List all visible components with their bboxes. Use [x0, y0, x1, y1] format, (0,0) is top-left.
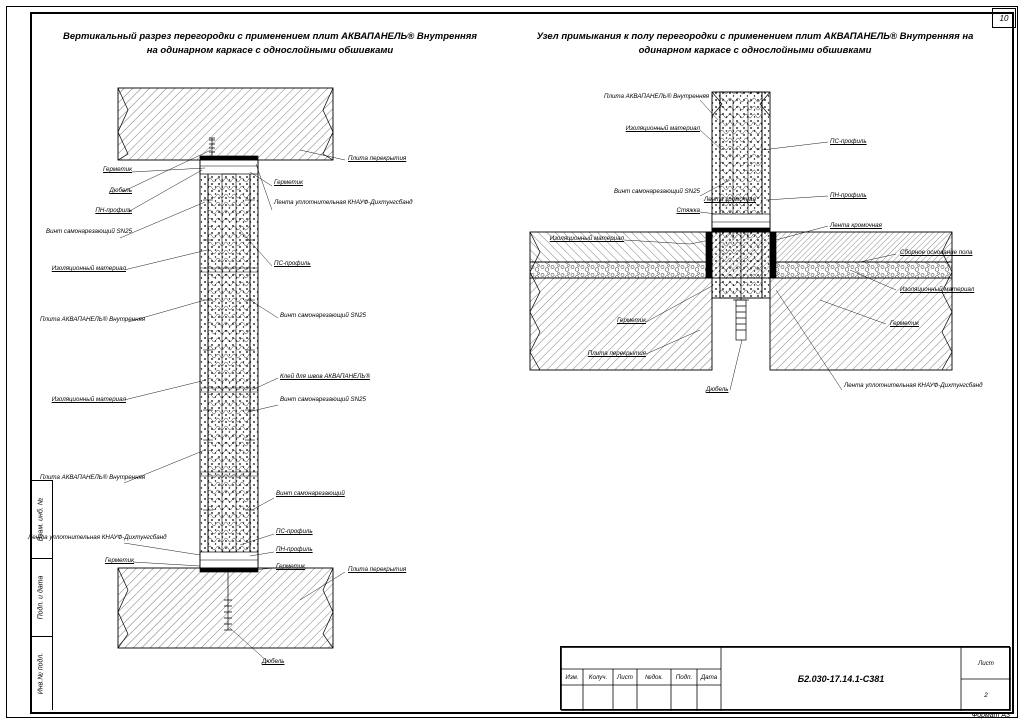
label-insulation-right-right-draw: Изоляционный материал [900, 286, 975, 293]
label-insulation-left-right-draw: Изоляционный материал [549, 235, 624, 242]
label-screed: Стяжка [676, 207, 700, 214]
title-block [560, 646, 1010, 710]
label-pn-profile-2: ПН-профиль [276, 546, 313, 553]
strip-label-0: Взам. инб. № [37, 497, 45, 542]
label-dubel-bottom: Дюбель [262, 658, 285, 665]
label-screw-sn25-right: Винт самонарезающий SN25 [614, 188, 700, 195]
label-germetik-right-right-draw: Герметик [890, 320, 920, 327]
label-floor-slab-bottom: Плита перекрытия [348, 566, 407, 573]
label-germetik-3: Герметик [276, 563, 306, 570]
label-floor-slab-right-draw: Плита перекрытия [587, 350, 646, 357]
label-joint-glue: Клей для швов АКВАПАНЕЛЬ® [280, 373, 371, 380]
label-edge-tape-right: Лента кромочная [830, 222, 882, 229]
label-sealing-tape-1: Лента уплотнительная КНАУФ-Дихтунгсбанд [28, 534, 167, 541]
left-drawing-title: Вертикальный разрез перегородки с применением плит АКВАПАНЕЛЬ® Внутренняя на одинарном каркасе с однослойными обшивками [63, 31, 477, 56]
sheet-value: 2 [984, 691, 988, 699]
label-ps-profile-2: ПС-профиль [276, 528, 313, 535]
label-germetik-bottom-left: Герметик [104, 557, 134, 564]
label-screw-sn25-3: Винт самонарезающий SN25 [280, 396, 366, 403]
label-aquapanel-board-right: Плита АКВАПАНЕЛЬ® Внутренняя [604, 93, 710, 100]
label-edge-tape-left: Лента кромочная [704, 196, 756, 203]
page-number: 10 [992, 8, 1016, 28]
label-dubel-right-draw: Дюбель [706, 386, 729, 393]
label-insulation-1: Изоляционный материал [51, 265, 126, 272]
label-insulation-2: Изоляционный материал [51, 396, 126, 403]
label-insulation-top-right: Изоляционный материал [625, 125, 700, 132]
title-col-list: Лист [617, 673, 633, 681]
drawing-code: Б2.030-17.14.1-С381 [797, 674, 885, 684]
title-col-podp: Подп. [675, 673, 693, 681]
title-col-kol: Колуч. [588, 673, 608, 681]
label-prefab-floor-base: Сборное основание пола [900, 249, 973, 256]
label-floor-slab-top: Плита перекрытия [348, 155, 407, 162]
label-pn-profile-top: ПН-профиль [95, 207, 132, 214]
strip-label-2: Инв.№ подл. [37, 652, 45, 695]
label-germetik-top: Герметик [102, 166, 132, 173]
label-aquapanel-board-2: Плита АКВАПАНЕЛЬ® Внутренняя [40, 474, 146, 481]
label-ps-profile-1: ПС-профиль [274, 260, 311, 267]
strip-label-1: Подп. и дата [37, 575, 45, 620]
title-col-data: Дата [700, 673, 718, 681]
label-screw-sn25-top: Винт самонарезающий SN25 [46, 228, 132, 235]
sheet-label: Лист [978, 659, 994, 667]
format-note: Формат А3 [971, 712, 1010, 719]
label-aquapanel-board-1: Плита АКВАПАНЕЛЬ® Внутренняя [40, 316, 146, 323]
label-screw-4: Винт самонарезающий [276, 490, 345, 497]
title-col-izm: Изм. [565, 673, 579, 681]
label-screw-sn25-2: Винт самонарезающий SN25 [280, 312, 366, 319]
label-sealing-tape-right: Лента уплотнительная КНАУФ-Дихтунгсбанд [844, 382, 983, 389]
title-col-doc: №док. [644, 673, 664, 681]
label-dubel-top: Дюбель [109, 187, 132, 194]
label-pn-profile-right: ПН-профиль [830, 192, 867, 199]
label-sealing-tape-2: Лента уплотнительная КНАУФ-Дихтунгсбанд [274, 199, 413, 206]
label-germetik-left-right-draw: Герметик [616, 317, 646, 324]
label-germetik-2: Герметик [274, 179, 304, 186]
right-drawing-title: Узел примыкания к полу перегородки с применением плит АКВАПАНЕЛЬ® Внутренняя на одинарном каркасе с однослойными обшивками [536, 31, 974, 56]
label-ps-profile-right: ПС-профиль [830, 138, 867, 145]
